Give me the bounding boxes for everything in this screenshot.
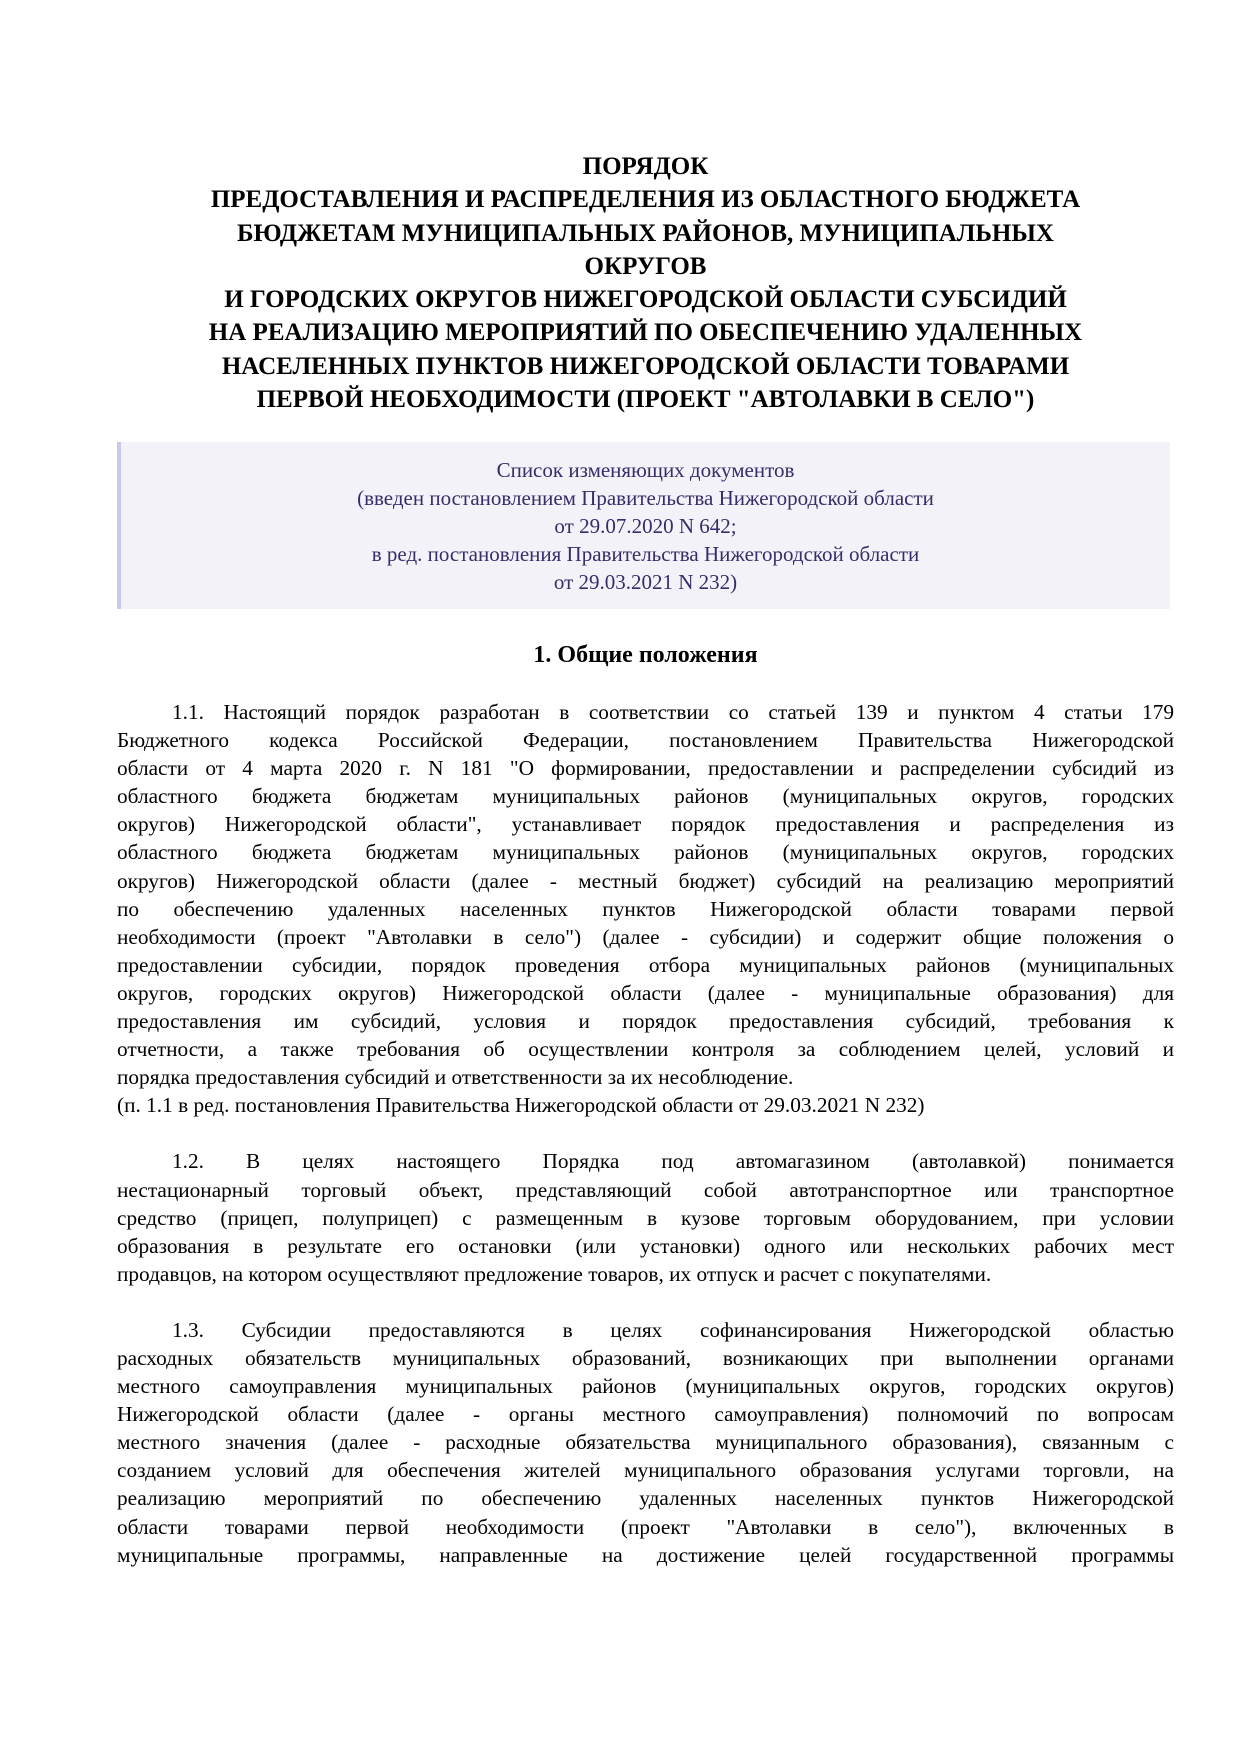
p1-line: предоставления им субсидий, условия и порядок предоставления субсидий, требования к — [117, 1009, 1174, 1034]
amendments-line: в ред. постановления Правительства Нижегородской области — [371, 542, 920, 566]
paragraph-1-1-note: (п. 1.1 в ред. постановления Правительства Нижегородской области от 29.03.2021 N 232) — [117, 1093, 925, 1118]
document-body — [117, 698, 1174, 1597]
p1-line: отчетности, а также требования об осуществлении контроля за соблюдением целей, условий и — [117, 1037, 1174, 1062]
p2-line: нестационарный торговый объект, представляющий собой автотранспортное или транспортное — [117, 1177, 1174, 1202]
p3-line: области товарами первой необходимости (проект "Автолавки в село"), включенных в — [117, 1514, 1174, 1539]
p1-line: 1.1. Настоящий порядок разработан в соответствии со статьей 139 и пунктом 4 статьи 179 — [172, 700, 1174, 724]
p1-line: округов) Нижегородской области", устанавливает порядок предоставления и распределения из — [117, 812, 1174, 837]
p1-line: областного бюджета бюджетам муниципальных районов (муниципальных округов, городских — [117, 784, 1174, 809]
title_lines-line: ПЕРВОЙ НЕОБХОДИМОСТИ (ПРОЕКТ "АВТОЛАВКИ В СЕЛО") — [256, 386, 1035, 414]
paragraph-1-3 — [117, 1316, 1174, 1569]
paragraph-1-1 — [117, 698, 1174, 1091]
p1-line: областного бюджета бюджетам муниципальных районов (муниципальных округов, городских — [117, 840, 1174, 865]
document-title — [117, 150, 1174, 416]
title_lines-line: ОКРУГОВ — [584, 252, 707, 280]
amendments-line: (введен постановлением Правительства Нижегородской области — [357, 486, 934, 510]
title_lines-line: БЮДЖЕТАМ МУНИЦИПАЛЬНЫХ РАЙОНОВ, МУНИЦИПАЛЬНЫХ — [237, 219, 1054, 247]
amendments-line: от 29.03.2021 N 232) — [553, 570, 738, 594]
p2-line: продавцов, на котором осуществляют предложение товаров, их отпуск и расчет с покупателями. — [117, 1261, 992, 1286]
p3-line: расходных обязательств муниципальных образований, возникающих при выполнении органами — [117, 1345, 1174, 1370]
title_lines-line: НАСЕЛЕННЫХ ПУНКТОВ НИЖЕГОРОДСКОЙ ОБЛАСТИ ТОВАРАМИ — [221, 352, 1070, 380]
p1-line: порядка предоставления субсидий и ответственности за их несоблюдение. — [117, 1065, 794, 1090]
p3-line: муниципальные программы, направленные на достижение целей государственной программы — [117, 1542, 1174, 1567]
p2-line: образования в результате его остановки (или установки) одного или нескольких рабочих мест — [117, 1233, 1174, 1258]
title_lines-line: ПРЕДОСТАВЛЕНИЯ И РАСПРЕДЕЛЕНИЯ ИЗ ОБЛАСТНОГО БЮДЖЕТА — [210, 186, 1081, 214]
amendments-box — [117, 442, 1170, 609]
p3-line: 1.3. Субсидии предоставляются в целях софинансирования Нижегородской областью — [172, 1317, 1174, 1342]
p1-line: округов, городских округов) Нижегородской области (далее - муниципальные образования) для — [117, 980, 1174, 1005]
title_lines-line: И ГОРОДСКИХ ОКРУГОВ НИЖЕГОРОДСКОЙ ОБЛАСТИ СУБСИДИЙ — [224, 286, 1067, 314]
p1-line: предоставлении субсидии, порядок проведения отбора муниципальных районов (муниципальных — [117, 952, 1174, 977]
p3-line: местного значения (далее - расходные обязательства муниципального образования), связанным с — [117, 1430, 1174, 1455]
p2-line: 1.2. В целях настоящего Порядка под автомагазином (автолавкой) понимается — [172, 1149, 1174, 1174]
p3-line: местного самоуправления муниципальных районов (муниципальных округов, городских округов) — [117, 1374, 1174, 1399]
title_lines-line: ПОРЯДОК — [582, 153, 709, 180]
p2-line: средство (прицеп, полуприцеп) с размещенным в кузове торговым оборудованием, при условии — [117, 1205, 1174, 1230]
p3-line: реализацию мероприятий по обеспечению удаленных населенных пунктов Нижегородской — [117, 1486, 1174, 1511]
p1-line: округов) Нижегородской области (далее - местный бюджет) субсидий на реализацию мероприятий — [117, 868, 1174, 893]
p1-line: Бюджетного кодекса Российской Федерации, постановлением Правительства Нижегородской — [117, 728, 1174, 753]
p1-line: по обеспечению удаленных населенных пунктов Нижегородской области товарами первой — [117, 896, 1174, 921]
p3-line: Нижегородской области (далее - органы местного самоуправления) полномочий по вопросам — [117, 1402, 1174, 1427]
amendments-line: от 29.07.2020 N 642; — [554, 514, 737, 538]
p1-line: необходимости (проект "Автолавки в село") (далее - субсидии) и содержит общие положения о — [117, 924, 1174, 949]
title_lines-line: НА РЕАЛИЗАЦИЮ МЕРОПРИЯТИЙ ПО ОБЕСПЕЧЕНИЮ УДАЛЕННЫХ — [208, 319, 1083, 347]
p1-line: области от 4 марта 2020 г. N 181 "О формировании, предоставлении и распределении субсидий из — [117, 756, 1174, 781]
amendments-line: Список изменяющих документов — [496, 458, 795, 482]
p3-line: созданием условий для обеспечения жителей муниципального образования услугами торговли, на — [117, 1458, 1174, 1483]
paragraph-1-2 — [117, 1147, 1174, 1287]
section-heading: 1. Общие положения — [533, 642, 758, 668]
